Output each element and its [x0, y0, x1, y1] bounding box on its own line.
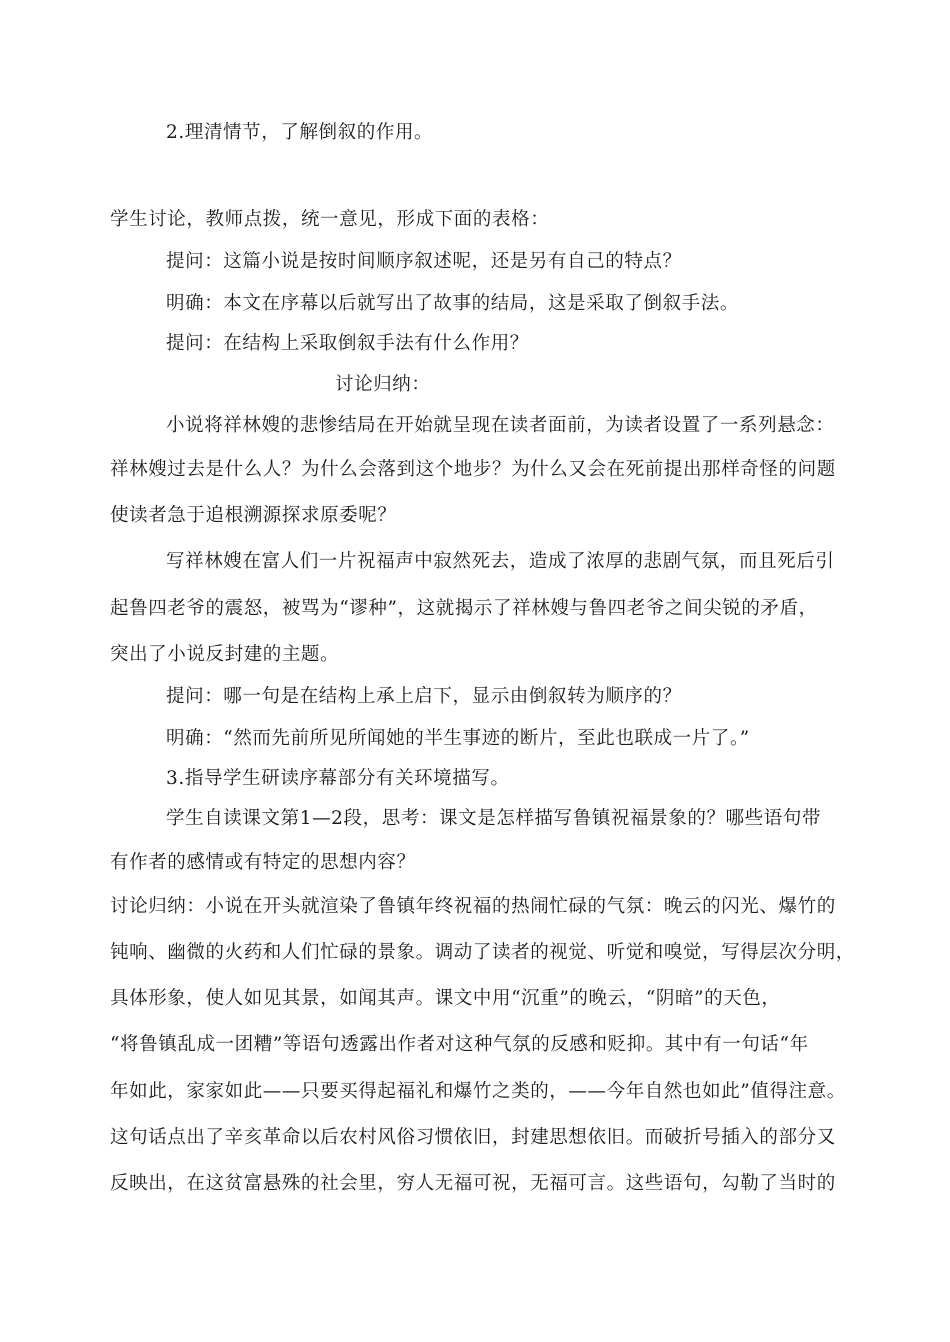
paragraph-line: 使读者急于追根溯源探求原委呢？	[110, 505, 397, 526]
question-line: 提问：在结构上采取倒叙手法有什么作用？	[166, 333, 529, 354]
paragraph-line: 祥林嫂过去是什么人？为什么会落到这个地步？为什么又会在死前提出那样奇怪的问题	[110, 459, 836, 480]
section-heading-3: 3.指导学生研读序幕部分有关环境描写。	[166, 768, 510, 789]
answer-line: 明确：“然而先前所见所闻她的半生事迹的断片，至此也联成一片了。”	[166, 728, 750, 749]
paragraph-line: 小说将祥林嫂的悲惨结局在开始就呈现在读者面前，为读者设置了一系列悬念：	[166, 415, 835, 436]
question-line: 提问：哪一句是在结构上承上启下，显示由倒叙转为顺序的？	[166, 686, 682, 707]
summary-heading: 讨论归纳：	[335, 374, 431, 395]
paragraph-line: 讨论归纳：小说在开头就渲染了鲁镇年终祝福的热闹忙碌的气氛：晚云的闪光、爆竹的	[110, 896, 836, 917]
paragraph-line: 学生讨论，教师点拨，统一意见，形成下面的表格：	[110, 209, 550, 230]
paragraph-line: 这句话点出了辛亥革命以后农村风俗习惯依旧，封建思想依旧。而破折号插入的部分又	[110, 1127, 836, 1148]
paragraph-line: 年如此，家家如此——只要买得起福礼和爆竹之类的，——今年自然也如此”值得注意。	[110, 1081, 846, 1102]
question-line: 提问：这篇小说是按时间顺序叙述呢，还是另有自己的特点？	[166, 251, 682, 272]
paragraph-line: 写祥林嫂在富人们一片祝福声中寂然死去，造成了浓厚的悲剧气氛，而且死后引	[166, 551, 835, 572]
answer-line: 明确：本文在序幕以后就写出了故事的结局，这是采取了倒叙手法。	[166, 293, 740, 314]
paragraph-line: 起鲁四老爷的震怒，被骂为“谬种”，这就揭示了祥林嫂与鲁四老爷之间尖锐的矛盾，	[110, 598, 818, 619]
paragraph-line: 钝响、幽微的火药和人们忙碌的景象。调动了读者的视觉、听觉和嗅觉，写得层次分明，	[110, 942, 855, 963]
paragraph-line: 反映出，在这贫富悬殊的社会里，穷人无福可祝，无福可言。这些语句，勾勒了当时的	[110, 1173, 836, 1194]
section-heading-2: 2.理清情节，了解倒叙的作用。	[166, 122, 434, 143]
paragraph-line: 有作者的感情或有特定的思想内容？	[110, 852, 416, 873]
paragraph-line: 学生自读课文第1—2段，思考：课文是怎样描写鲁镇祝福景象的？哪些语句带	[166, 808, 822, 829]
paragraph-line: 具体形象，使人如见其景，如闻其声。课文中用“沉重”的晚云，“阴暗”的天色，	[110, 988, 781, 1009]
paragraph-line: “将鲁镇乱成一团糟”等语句透露出作者对这种气氛的反感和贬抑。其中有一句话“年	[110, 1034, 809, 1055]
paragraph-line: 突出了小说反封建的主题。	[110, 644, 340, 665]
